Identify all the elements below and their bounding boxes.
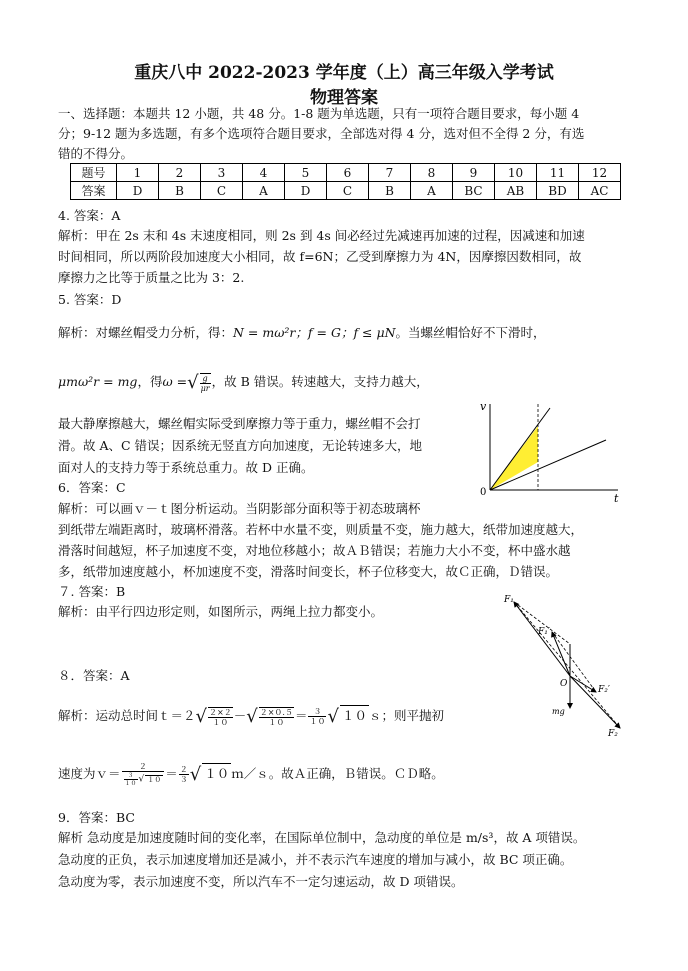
f1-prime-label: F₁′	[538, 627, 550, 637]
table-cell: 9	[453, 164, 495, 182]
o-label: O	[560, 679, 568, 689]
q4-line2: 时间相同，所以两阶段加速度大小相同，故 f=6N；乙受到摩擦力为 4N，因摩擦因数相同，故	[58, 249, 582, 264]
q5-line4: 滑。故 A、C 错误；因系统无竖直方向加速度，无论转速多大，地	[58, 438, 423, 453]
q5-line5: 面对人的支持力等于系统总重力。故 D 正确。	[58, 460, 314, 475]
table-cell: AB	[495, 182, 537, 200]
q5-omega: ω =	[162, 374, 188, 389]
q5-fraction	[200, 373, 211, 393]
q8-sqrt-1: １０	[340, 705, 369, 725]
table-cell: 10	[495, 164, 537, 182]
q6-line2: 到纸带左端距离时，玻璃杯滑落。若杯中水量不变，则质量不变，施力越大，纸带加速度越大，	[58, 522, 584, 537]
q8-equals-2: ＝	[165, 766, 178, 781]
q5-equation-2: μmω²r = mg	[58, 374, 138, 389]
table-cell: D	[285, 182, 327, 200]
q5-line2	[58, 372, 429, 393]
origin-label: 0	[480, 487, 487, 498]
q4-answer: 4. 答案：A	[58, 208, 121, 223]
q8-minus: －	[233, 708, 247, 723]
fraction-denominator: １０	[309, 717, 326, 726]
answer-table	[70, 163, 621, 200]
q8-line2	[58, 762, 444, 787]
q7-line1: 解析：由平行四边形定则，如图所示，两绳上拉力都变小。	[58, 604, 384, 619]
nested-numerator: ３	[124, 772, 138, 780]
f1-prime-vector	[552, 632, 570, 676]
table-cell: A	[243, 182, 285, 200]
fraction-numerator: ２×０.５	[259, 707, 293, 717]
paper-line	[490, 408, 550, 490]
q8-line1-text-b: ｓ；则平抛初	[368, 708, 444, 723]
vt-graph	[478, 396, 628, 506]
section1-line3: 错的不得分。	[58, 146, 134, 161]
table-cell: 5	[285, 164, 327, 182]
q6-line3: 滑落时间越短，杯子加速度不变，对地位移越小；故ＡＢ错误；若施力大小不变，杯中盛水越	[58, 543, 571, 558]
q8-line2-text-a: 速度为ｖ＝	[58, 766, 121, 781]
section1-line2: 分；9-12 题为多选题，有多个选项符合题目要求，全部选对得 4 分，选对但不全得 2 分，有选	[58, 126, 585, 141]
table-cell: BC	[453, 182, 495, 200]
f2-prime-label: F₂′	[598, 685, 610, 695]
q6-answer: 6．答案：C	[58, 480, 126, 495]
q8-line1	[58, 705, 444, 727]
force-diagram	[500, 588, 640, 738]
sqrt-icon: √	[189, 764, 202, 785]
fraction-denominator: １０	[268, 717, 285, 727]
dashed-line-2	[552, 632, 596, 692]
q8-line1-text-a: 解析：运动总时间ｔ＝２	[58, 708, 196, 723]
table-header-cell: 题号	[71, 164, 117, 182]
q6-line1: 解析：可以画ｖ－ｔ图分析运动。当阴影部分面积等于初态玻璃杯	[58, 501, 421, 516]
fraction-denominator: １０	[212, 717, 229, 727]
fraction-numerator: ２	[122, 762, 165, 772]
nested-sqrt: １０	[147, 775, 162, 784]
q8-velocity-fraction	[122, 762, 165, 787]
q8-fraction-3	[308, 707, 326, 726]
q5-line1-text-a: 解析：对螺丝帽受力分析，得：	[58, 325, 234, 340]
cup-line	[490, 440, 606, 490]
f1-vector	[514, 602, 570, 676]
f1-label: F₁	[504, 595, 514, 605]
q5-line3: 最大静摩擦越大，螺丝帽实际受到摩擦力等于重力，螺丝帽不会打	[58, 416, 421, 431]
sqrt-icon: √	[187, 372, 199, 393]
q5-answer: 5. 答案：D	[58, 292, 122, 307]
fraction-numerator: ２×２	[209, 707, 232, 717]
q5-equation-1: N = mω²r；f = G；f ≤ μN	[233, 325, 396, 340]
q9-line2: 急动度的正负，表示加速度增加还是减小，并不表示汽车速度的增加与减小，故 BC 项正确。	[58, 852, 573, 867]
q7-answer: ７. 答案：B	[58, 584, 126, 599]
q9-answer: 9．答案：BC	[58, 810, 135, 825]
table-cell: BD	[537, 182, 579, 200]
q8-answer: ８．答案：A	[58, 668, 130, 683]
q8-line2-text-b: ｍ／ｓ。故Ａ正确，Ｂ错误。ＣＤ略。	[231, 766, 444, 781]
q4-line1: 解析：甲在 2s 末和 4s 末速度相同，则 2s 到 4s 间必经过先减速再加速的过程，因减速和加速	[58, 228, 585, 243]
q4-line3: 摩擦力之比等于质量之比为 3：2.	[58, 270, 245, 285]
table-cell: 3	[201, 164, 243, 182]
page-title: 重庆八中 2022-2023 学年度（上）高三年级入学考试	[134, 63, 554, 83]
fraction-numerator: g	[200, 374, 211, 384]
q8-sqrt-2: １０	[202, 763, 231, 783]
table-cell: 7	[369, 164, 411, 182]
nested-denominator: １０	[124, 780, 137, 787]
table-cell: C	[327, 182, 369, 200]
t-label: t	[614, 492, 619, 505]
section1-line1: 一、选择题：本题共 12 小题，共 48 分。1-8 题为单选题，只有一项符合题目要求，每小题 4	[58, 106, 580, 121]
table-cell: 2	[159, 164, 201, 182]
q8-fraction-1	[208, 707, 233, 727]
fraction-numerator: ２	[179, 765, 188, 774]
table-cell: 12	[579, 164, 621, 182]
dashed-line-3	[514, 602, 570, 644]
table-cell: A	[411, 182, 453, 200]
table-header-cell: 答案	[71, 182, 117, 200]
mg-label: mg	[552, 707, 565, 716]
f2-label: F₂	[608, 729, 618, 738]
fraction-denominator: μr	[200, 383, 210, 393]
q5-line2-mid: ，得	[137, 374, 163, 389]
q6-line4: 多，纸带加速度越小，杯加速度不变，滑落时间变长，杯子位移变大，故Ｃ正确，Ｄ错误。	[58, 564, 559, 579]
table-cell: B	[159, 182, 201, 200]
fraction-numerator: ３	[308, 707, 326, 717]
fraction-denominator: $\frac{3}{10}$ √ １０	[124, 772, 162, 787]
q8-equals: ＝	[294, 708, 308, 723]
table-cell: AC	[579, 182, 621, 200]
fraction-denominator: ３	[179, 775, 188, 784]
q9-line1: 解析 急动度是加速度随时间的变化率，在国际单位制中，急动度的单位是 m/s³，故 A 项错误。	[58, 830, 586, 845]
q9-line3: 急动度为零，表示加速度不变，所以汽车不一定匀速运动，故 D 项错误。	[58, 874, 464, 889]
table-cell: B	[369, 182, 411, 200]
table-cell: 6	[327, 164, 369, 182]
q8-fraction-2	[259, 707, 294, 727]
table-cell: 8	[411, 164, 453, 182]
q5-line1-text-b: 。当螺丝帽恰好不下滑时，	[395, 325, 546, 340]
q5-line1	[58, 323, 546, 342]
table-cell: 4	[243, 164, 285, 182]
q5-line2-text-b: ，故 B 错误。转速越大，支持力越大，	[211, 374, 429, 389]
table-cell: C	[201, 182, 243, 200]
f2-vector	[570, 676, 620, 728]
page-subtitle: 物理答案	[310, 88, 378, 108]
table-cell: 1	[117, 164, 159, 182]
dashed-line-1	[514, 602, 620, 728]
v-label: v	[480, 400, 487, 413]
table-row-answers	[71, 182, 621, 200]
sqrt-icon: √	[195, 706, 207, 727]
sqrt-icon: √	[246, 706, 258, 727]
sqrt-icon: √	[327, 706, 339, 727]
table-cell: D	[117, 182, 159, 200]
q8-fraction-4	[179, 765, 189, 784]
table-cell: 11	[537, 164, 579, 182]
table-row-numbers	[71, 164, 621, 182]
